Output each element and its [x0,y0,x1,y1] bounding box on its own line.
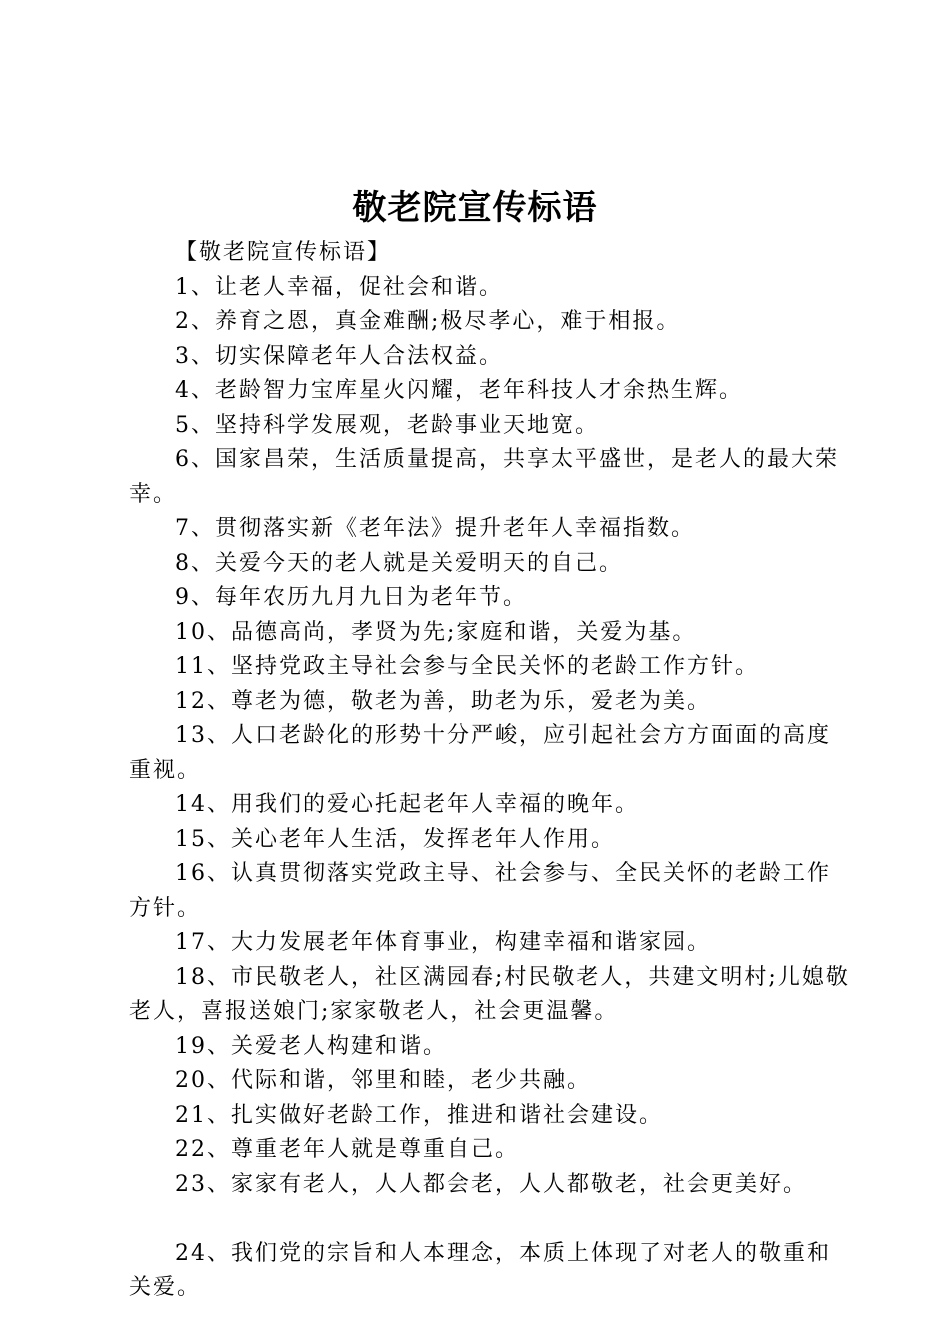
slogan-item: 18、市民敬老人，社区满园春;村民敬老人，共建文明村;儿媳敬老人，喜报送娘门;家家敬老人，社会更温馨。 [129,964,850,1024]
slogan-item: 19、关爱老人构建和谐。 [175,1033,447,1059]
slogan-item: 23、家家有老人，人人都会老，人人都敬老，社会更美好。 [175,1171,807,1197]
slogan-item: 13、人口老龄化的形势十分严峻，应引起社会方方面面的高度重视。 [129,723,831,783]
slogan-item: 6、国家昌荣，生活质量提高，共享太平盛世，是老人的最大荣幸。 [129,447,839,507]
slogan-item: 3、切实保障老年人合法权益。 [175,343,503,369]
slogan-item: 1、让老人幸福，促社会和谐。 [175,274,503,300]
slogan-item: 2、养育之恩，真金难酬;极尽孝心，难于相报。 [175,309,681,334]
paragraph-spacer [129,1202,851,1237]
slogan-item: 24、我们党的宗旨和人本理念，本质上体现了对老人的敬重和关爱。 [129,1240,831,1300]
slogan-item: 8、关爱今天的老人就是关爱明天的自己。 [175,550,623,576]
slogan-item: 22、尊重老年人就是尊重自己。 [175,1137,519,1162]
slogan-item: 20、代际和谐，邻里和睦，老少共融。 [175,1068,591,1093]
slogan-item: 15、关心老年人生活，发挥老年人作用。 [175,826,615,852]
document-body [129,236,851,1306]
slogan-item: 16、认真贯彻落实党政主导、社会参与、全民关怀的老龄工作方针。 [129,861,831,921]
slogan-item: 11、坚持党政主导社会参与全民关怀的老龄工作方针。 [175,654,759,679]
document-title: 敬老院宣传标语 [352,188,598,228]
section-heading: 【敬老院宣传标语】 [175,240,392,265]
slogan-item: 10、品德高尚，孝贤为先;家庭和谐，关爱为基。 [175,619,697,645]
slogan-item: 14、用我们的爱心托起老年人幸福的晚年。 [175,792,639,817]
slogan-item: 5、坚持科学发展观，老龄事业天地宽。 [175,412,599,438]
slogan-item: 7、贯彻落实新《老年法》提升老年人幸福指数。 [175,516,695,541]
slogan-item: 21、扎实做好老龄工作，推进和谐社会建设。 [175,1102,663,1128]
slogan-item: 9、每年农历九月九日为老年节。 [175,585,527,610]
slogan-item: 17、大力发展老年体育事业，构建幸福和谐家园。 [175,930,711,955]
slogan-item: 12、尊老为德，敬老为善，助老为乐，爱老为美。 [175,688,711,714]
slogan-item: 4、老龄智力宝库星火闪耀，老年科技人才余热生辉。 [175,378,743,403]
